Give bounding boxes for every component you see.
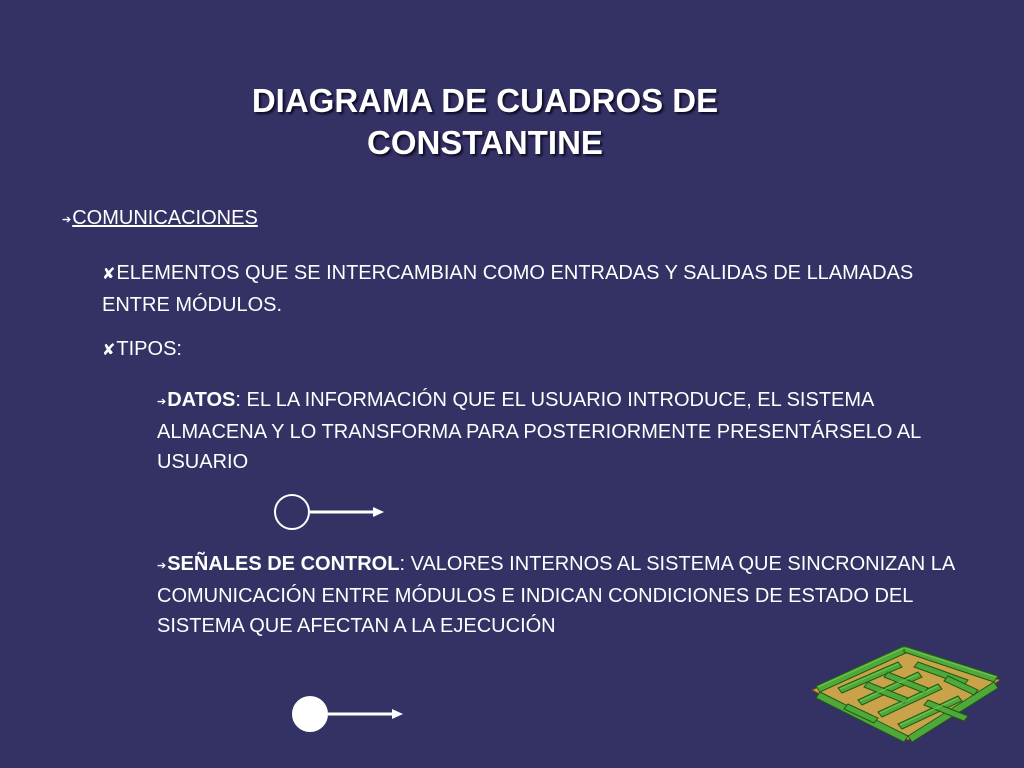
bullet-senales-term: SEÑALES DE CONTROL xyxy=(167,553,400,575)
bullet-tipos-text: TIPOS: xyxy=(116,338,182,360)
data-couple-symbol-icon xyxy=(270,490,390,534)
control-flag-symbol-icon xyxy=(288,692,408,736)
bullet-datos xyxy=(157,385,967,477)
arrow-bullet-icon: ➔ xyxy=(157,396,167,408)
x-bullet-icon: ✘ xyxy=(102,266,116,283)
bullet-comunicaciones-label: COMUNICACIONES xyxy=(72,207,258,229)
arrow-bullet-icon: ➔ xyxy=(62,214,72,226)
bullet-tipos xyxy=(102,334,182,366)
slide-title-line-2: CONSTANTINE xyxy=(367,124,603,161)
slide-title xyxy=(180,80,790,164)
bullet-datos-text: : EL LA INFORMACIÓN QUE EL USUARIO INTRODUCE, EL SISTEMA ALMACENA Y LO TRANSFORMA PARA POSTERIORMENTE PRESENTÁRSELO AL USUARIO xyxy=(157,389,921,473)
slide-title-line-1: DIAGRAMA DE CUADROS DE xyxy=(251,82,719,119)
bullet-senales-text: : VALORES INTERNOS AL SISTEMA QUE SINCRONIZAN LA COMUNICACIÓN ENTRE MÓDULOS E INDICAN CONDICIONES DE ESTADO DEL SISTEMA QUE AFECTAN A LA EJECUCIÓN xyxy=(157,553,955,637)
green-maze-clipart-icon xyxy=(808,640,1004,750)
bullet-elementos xyxy=(102,258,932,320)
bullet-comunicaciones xyxy=(62,203,258,235)
bullet-datos-term: DATOS xyxy=(167,389,236,411)
bullet-elementos-text: ELEMENTOS QUE SE INTERCAMBIAN COMO ENTRADAS Y SALIDAS DE LLAMADAS ENTRE MÓDULOS. xyxy=(102,262,914,316)
arrow-bullet-icon: ➔ xyxy=(157,560,167,572)
x-bullet-icon: ✘ xyxy=(102,342,116,359)
bullet-senales-de-control xyxy=(157,549,997,641)
